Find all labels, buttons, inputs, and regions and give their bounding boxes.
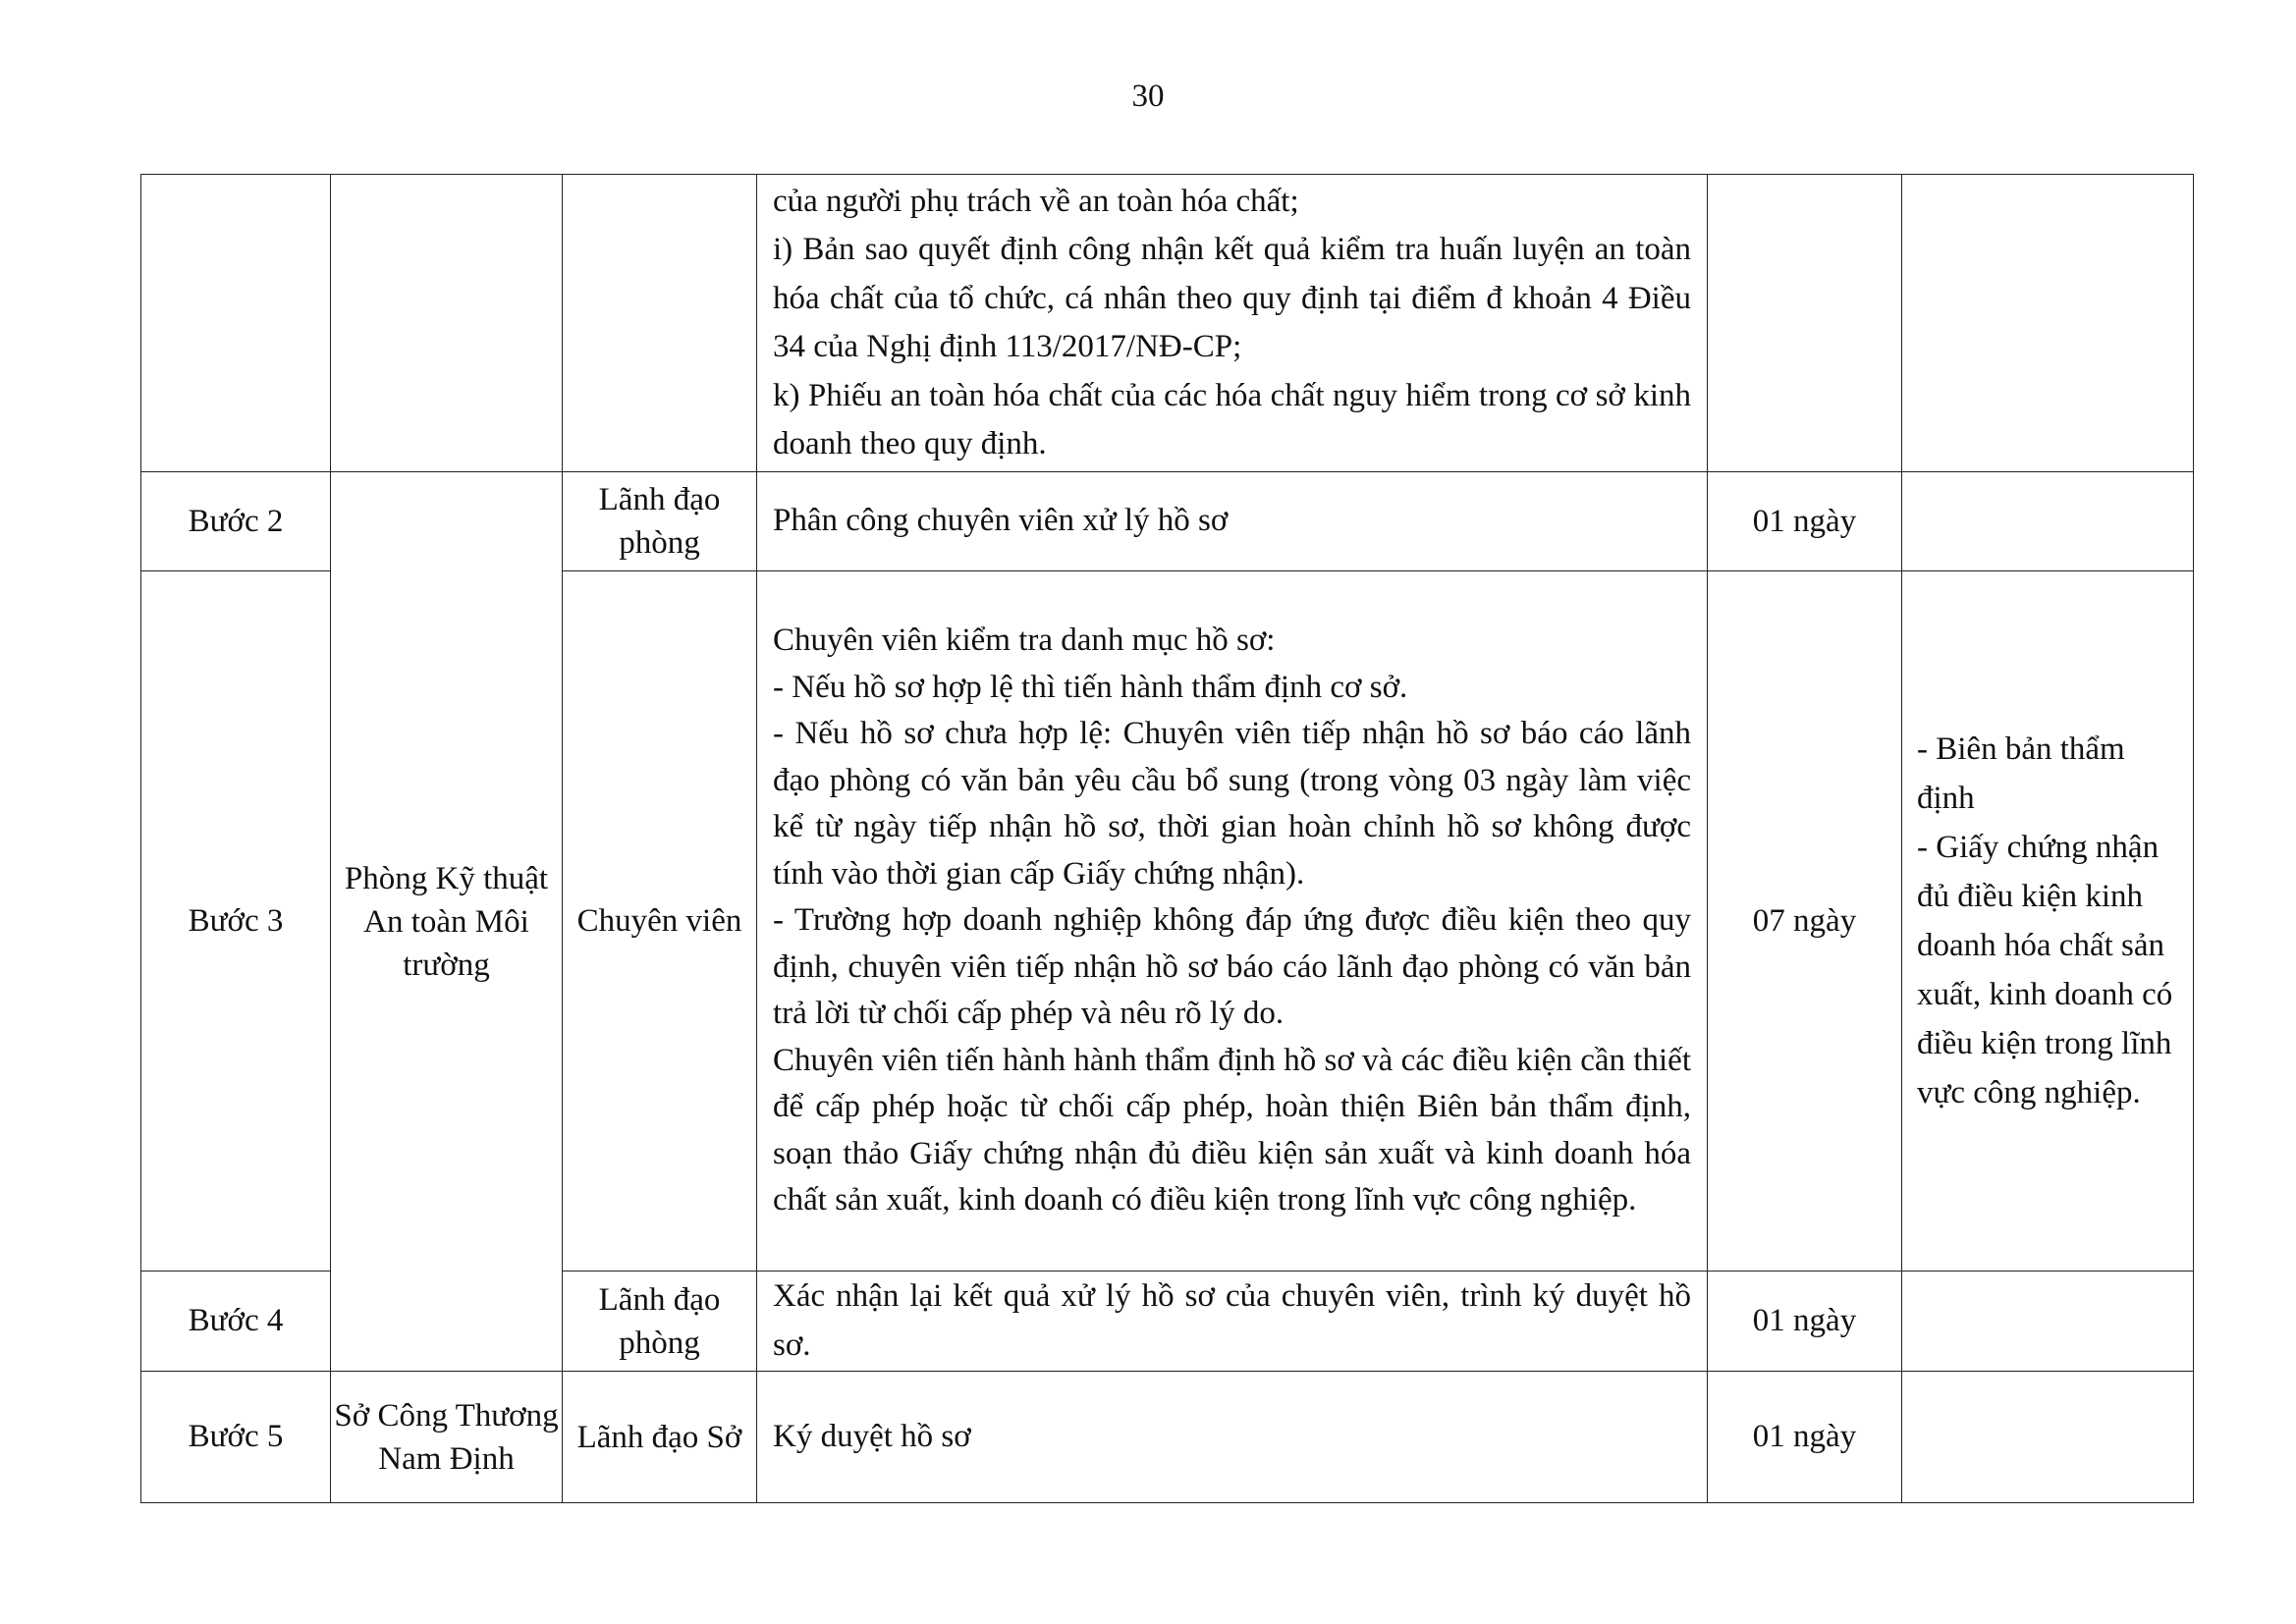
description-line: Chuyên viên tiến hành hành thẩm định hồ sơ và các điều kiện cần thiết để cấp phép hoặc từ chối cấp phép, hoàn thiện Biên bản thẩm định, soạn thảo Giấy chứng nhận đủ điều kiện sản xuất và kinh doanh hóa chất sản xuất, kinh doanh có điều kiện trong lĩnh vực công nghiệp. (773, 1042, 1691, 1218)
time-cell: 07 ngày (1708, 571, 1902, 1272)
table-row-continuation (141, 175, 2194, 472)
result-cell-empty (1902, 175, 2194, 472)
step-label: Bước 5 (141, 1372, 331, 1503)
result-cell-empty (1902, 472, 2194, 571)
description-cell (757, 571, 1708, 1272)
step-label: Bước 3 (141, 571, 331, 1272)
table-row-step-5 (141, 1372, 2194, 1503)
description-cell (757, 175, 1708, 472)
description-line: Chuyên viên kiểm tra danh mục hồ sơ: (773, 623, 1276, 659)
result-line: - Biên bản thẩm định (1917, 731, 2125, 816)
description-line: của người phụ trách về an toàn hóa chất; (773, 183, 1299, 219)
time-cell: 01 ngày (1708, 1272, 1902, 1372)
time-cell-empty (1708, 175, 1902, 472)
unit-cell: Sở Công Thương Nam Định (331, 1372, 563, 1503)
actor-cell: Lãnh đạo phòng (563, 472, 757, 571)
result-cell-empty (1902, 1272, 2194, 1372)
actor-cell-empty (563, 175, 757, 472)
time-cell: 01 ngày (1708, 1372, 1902, 1503)
unit-cell-empty (331, 175, 563, 472)
description-line: i) Bản sao quyết định công nhận kết quả kiểm tra huấn luyện an toàn hóa chất của tổ chức, cá nhân theo quy định tại điểm đ khoản 4 Điều 34 của Nghị định 113/2017/NĐ-CP; (773, 232, 1691, 364)
description-line: - Nếu hồ sơ hợp lệ thì tiến hành thẩm định cơ sở. (773, 669, 1408, 705)
description-cell: Phân công chuyên viên xử lý hồ sơ (757, 472, 1708, 571)
actor-cell: Lãnh đạo phòng (563, 1272, 757, 1372)
description-cell: Xác nhận lại kết quả xử lý hồ sơ của chuyên viên, trình ký duyệt hồ sơ. (757, 1272, 1708, 1372)
description-line: - Trường hợp doanh nghiệp không đáp ứng được điều kiện theo quy định, chuyên viên tiếp nhận hồ sơ báo cáo lãnh đạo phòng có văn bản trả lời từ chối cấp phép và nêu rõ lý do. (773, 902, 1691, 1032)
description-cell: Ký duyệt hồ sơ (757, 1372, 1708, 1503)
procedure-table (140, 174, 2194, 1503)
result-line: - Giấy chứng nhận đủ điều kiện kinh doanh hóa chất sản xuất, kinh doanh có điều kiện trong lĩnh vực công nghiệp. (1917, 830, 2173, 1110)
result-cell-empty (1902, 1372, 2194, 1503)
page-number: 30 (1131, 79, 1165, 114)
step-label: Bước 2 (141, 472, 331, 571)
step-label: Bước 4 (141, 1272, 331, 1372)
description-line: k) Phiếu an toàn hóa chất của các hóa chất nguy hiểm trong cơ sở kinh doanh theo quy định. (773, 377, 1691, 461)
description-line: - Nếu hồ sơ chưa hợp lệ: Chuyên viên tiếp nhận hồ sơ báo cáo lãnh đạo phòng có văn bản yêu cầu bổ sung (trong vòng 03 ngày làm việc kể từ ngày tiếp nhận hồ sơ, thời gian hoàn chỉnh hồ sơ không được tính vào thời gian cấp Giấy chứng nhận). (773, 716, 1691, 892)
result-cell (1902, 571, 2194, 1272)
unit-cell: Phòng Kỹ thuật An toàn Môi trường (331, 472, 563, 1372)
actor-cell: Chuyên viên (563, 571, 757, 1272)
time-cell: 01 ngày (1708, 472, 1902, 571)
table-row-step-2 (141, 472, 2194, 571)
actor-cell: Lãnh đạo Sở (563, 1372, 757, 1503)
step-cell-empty (141, 175, 331, 472)
